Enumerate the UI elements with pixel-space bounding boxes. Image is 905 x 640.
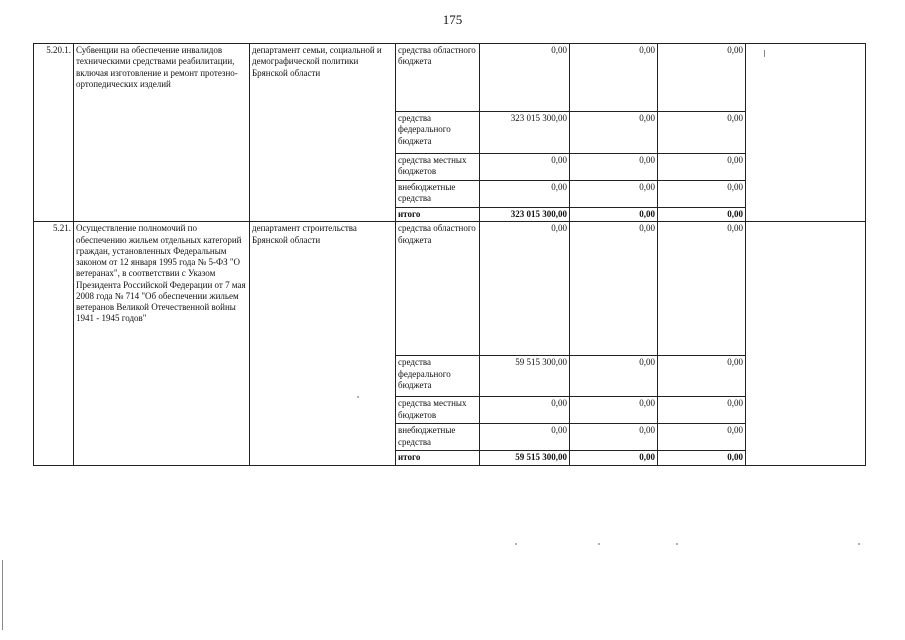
- section-name: Осуществление полномочий по обеспечению жильем отдельных категорий граждан, установленных Федеральным законом от 12 января 1995 года № 5-ФЗ "О ветеранах", в соответствии с Указом Президента Российской Федерации от 7 мая 2008 года № 714 "Об обеспечении жильем ветеранов Великой Отечественной войны 1941 - 1945 годов": [74, 222, 250, 465]
- value-cell: 0,00: [570, 451, 658, 465]
- value-cell: 0,00: [570, 397, 658, 424]
- value-cell: 0,00: [570, 356, 658, 397]
- section-name: Субвенции на обеспечение инвалидов техническими средствами реабилитации, включая изготовление и ремонт протезно-ортопедических изделий: [74, 44, 250, 222]
- funding-source: внебюджетные средства: [396, 424, 480, 451]
- value-cell: 0,00: [658, 181, 746, 208]
- funding-source: внебюджетные средства: [396, 181, 480, 208]
- funding-source: средства местных бюджетов: [396, 154, 480, 181]
- section-code: 5.21.: [34, 222, 74, 465]
- value-cell: 0,00: [570, 44, 658, 112]
- section-department: департамент семьи, социальной и демографической политики Брянской области: [250, 44, 396, 222]
- value-cell: 0,00: [570, 222, 658, 356]
- value-cell: 0,00: [570, 154, 658, 181]
- value-cell: 323 015 300,00: [480, 112, 570, 154]
- value-cell: 59 515 300,00: [480, 356, 570, 397]
- value-cell: 59 515 300,00: [480, 451, 570, 465]
- empty-cell: [746, 44, 866, 222]
- value-cell: 0,00: [480, 181, 570, 208]
- scan-dot: [357, 396, 359, 398]
- section-code: 5.20.1.: [34, 44, 74, 222]
- budget-table: [33, 43, 866, 466]
- scan-dot: [858, 543, 860, 545]
- scan-dot: [598, 543, 600, 545]
- value-cell: 0,00: [658, 424, 746, 451]
- value-cell: 0,00: [658, 112, 746, 154]
- value-cell: 0,00: [480, 44, 570, 112]
- value-cell: 0,00: [480, 222, 570, 356]
- table-row: [34, 222, 866, 356]
- page-number: 175: [442, 12, 463, 27]
- funding-source: средства областного бюджета: [396, 44, 480, 112]
- value-cell: 0,00: [658, 208, 746, 222]
- funding-source: средства федерального бюджета: [396, 112, 480, 154]
- table-row: [34, 44, 866, 112]
- value-cell: 0,00: [480, 424, 570, 451]
- value-cell: 0,00: [480, 397, 570, 424]
- funding-source: итого: [396, 451, 480, 465]
- value-cell: 0,00: [658, 154, 746, 181]
- funding-source: средства областного бюджета: [396, 222, 480, 356]
- value-cell: 0,00: [658, 356, 746, 397]
- value-cell: 0,00: [570, 112, 658, 154]
- value-cell: 0,00: [658, 451, 746, 465]
- funding-source: итого: [396, 208, 480, 222]
- funding-source: средства местных бюджетов: [396, 397, 480, 424]
- value-cell: 0,00: [480, 154, 570, 181]
- value-cell: 0,00: [658, 397, 746, 424]
- scan-dot: [676, 543, 678, 545]
- scan-dot: [515, 543, 517, 545]
- empty-cell: [746, 222, 866, 465]
- funding-source: средства федерального бюджета: [396, 356, 480, 397]
- value-cell: 0,00: [570, 424, 658, 451]
- value-cell: 0,00: [658, 44, 746, 112]
- value-cell: 0,00: [658, 222, 746, 356]
- value-cell: 0,00: [570, 181, 658, 208]
- value-cell: 0,00: [570, 208, 658, 222]
- scan-mark: [764, 50, 765, 57]
- value-cell: 323 015 300,00: [480, 208, 570, 222]
- scan-mark: [2, 560, 3, 630]
- section-department: департамент строительства Брянской области: [250, 222, 396, 465]
